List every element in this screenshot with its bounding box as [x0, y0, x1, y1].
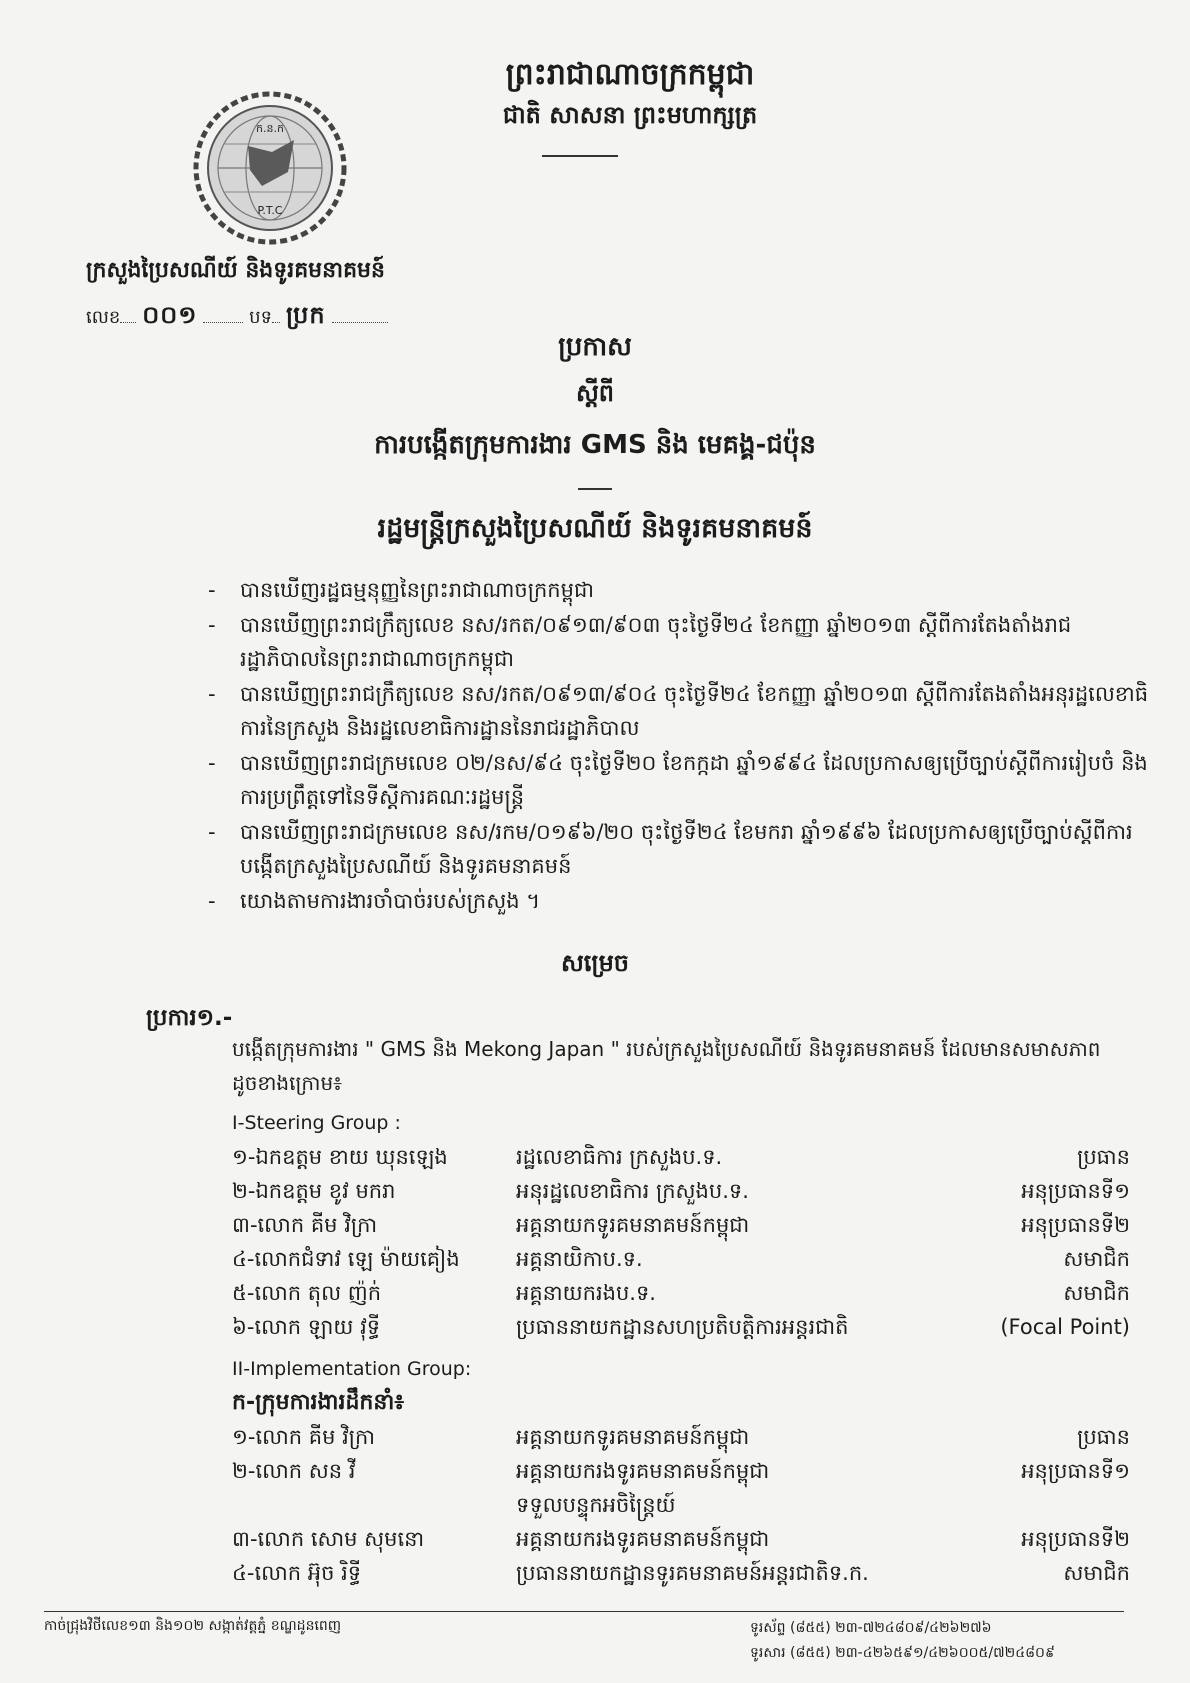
reference-number-value: ០០១: [142, 301, 198, 329]
reference-item: - បានឃើញព្រះរាជក្រឹត្យលេខ នស/រកត/០៩១៣/៩០៤ ចុះថ្ងៃទី២៤ ខែកញ្ញា ឆ្នាំ២០១៣ ស្តីពីការតែងតាំងអនុរដ្ឋលេខាធិការនៃក្រសួង និងរដ្ឋលេខាធិការដ្ឋាននៃរាជរដ្ឋាភិបាល: [208, 677, 1150, 745]
member-name: ១-ឯកឧត្តម ខាយ ឃុនឡេង: [232, 1145, 448, 1169]
reference-item: - បានឃើញព្រះរាជក្រមលេខ ០២/នស/៩៤ ចុះថ្ងៃទី២០ ខែកក្កដា ឆ្នាំ១៩៩៤ ដែលប្រកាសឲ្យប្រើច្បាប់ស្តីពីការរៀបចំ និងការប្រព្រឹត្តទៅនៃទីស្តីការគណៈរដ្ឋមន្ត្រី: [208, 746, 1150, 814]
member-position: ប្រធាននាយកដ្ឋានសហប្រតិបត្តិការអន្តរជាតិ: [516, 1315, 849, 1339]
member-role: អនុប្រធានទី២: [1021, 1213, 1130, 1237]
member-role: អនុប្រធានទី១: [1021, 1179, 1130, 1203]
member-name: ២-ឯកឧត្តម ខូវ មករា: [232, 1179, 396, 1203]
decision-heading: សម្រេច: [560, 949, 630, 977]
footer-phone: ទូរស័ព្ទ (៨៥៥) ២៣-៧២៤៨០៩/៤២៦២៧៦: [750, 1620, 992, 1636]
ministry-name: ក្រសួងប្រៃសណីយ៍ និងទូរគមនាគមន៍: [86, 258, 385, 283]
table-row: [232, 1310, 1130, 1344]
member-role: អនុប្រធានទី២: [1021, 1527, 1130, 1551]
member-name: ៦-លោក ឡាយ វុទ្ធី: [232, 1315, 381, 1339]
member-role: សមាជិក: [1063, 1561, 1130, 1585]
reference-item: - យោងតាមការងារចាំបាច់របស់ក្រសួង ។: [208, 884, 1150, 918]
seal-bottom-text: P.T.C: [257, 204, 283, 217]
table-row: [232, 1174, 1130, 1208]
kingdom-title: ព្រះរាជាណាចក្រកម្ពុជា: [505, 57, 755, 92]
member-role: សមាជិក: [1063, 1281, 1130, 1305]
member-role: អនុប្រធានទី១: [1021, 1459, 1130, 1483]
document-subject: ការបង្កើតក្រុមការងារ GMS និង មេគង្គ-ជប៉ុន: [374, 430, 816, 460]
reference-code-label: បទ: [249, 307, 273, 328]
ministry-seal-icon: [190, 88, 350, 248]
member-role: (Focal Point): [1000, 1315, 1130, 1339]
table-row: [232, 1488, 1130, 1522]
footer-contact: [750, 1616, 1055, 1666]
issuing-minister: រដ្ឋមន្ត្រីក្រសួងប្រៃសណីយ៍ និងទូរគមនាគមន៍: [377, 513, 813, 544]
member-position: ទទួលបន្ទុកអចិន្ត្រៃយ៍: [516, 1493, 676, 1517]
table-row: [232, 1420, 1130, 1454]
member-position: អគ្គនាយករងទូរគមនាគមន៍កម្ពុជា: [516, 1527, 770, 1551]
reference-item: - បានឃើញព្រះរាជក្រមលេខ នស/រកម/០១៩៦/២០ ចុះថ្ងៃទី២៤ ខែមករា ឆ្នាំ១៩៩៦ ដែលប្រកាសឲ្យប្រើច្បាប់ស្តីពីការបង្កើតក្រសួងប្រៃសណីយ៍ និងទូរគមនាគមន៍: [208, 815, 1150, 883]
steering-group-label: I-Steering Group :: [232, 1112, 401, 1134]
member-position: អគ្គនាយកទូរគមនាគមន៍កម្ពុជា: [516, 1213, 750, 1237]
steering-group-table: [232, 1140, 1130, 1344]
reference-code-value: ប្រក: [286, 301, 326, 329]
member-role: [946, 1488, 1130, 1522]
reference-item: - បានឃើញព្រះរាជក្រឹត្យលេខ នស/រកត/០៩១៣/៩០៣ ចុះថ្ងៃទី២៤ ខែកញ្ញា ឆ្នាំ២០១៣ ស្តីពីការតែងតាំងរាជរដ្ឋាភិបាលនៃព្រះរាជាណាចក្រកម្ពុជា: [208, 608, 1150, 676]
member-name: ៣-លោក សោម សុមនោ: [232, 1527, 425, 1551]
member-position: រដ្ឋលេខាធិការ ក្រសួងប.ទ.: [516, 1145, 723, 1169]
table-row: [232, 1522, 1130, 1556]
table-row: [232, 1556, 1130, 1590]
member-position: អគ្គនាយករងទូរគមនាគមន៍កម្ពុជា: [516, 1459, 770, 1483]
lead-group-table: [232, 1420, 1130, 1590]
national-motto: ជាតិ សាសនា ព្រះមហាក្សត្រ: [502, 101, 758, 129]
member-position: ប្រធាននាយកដ្ឋានទូរគមនាគមន៍អន្តរជាតិទ.ក.: [516, 1561, 869, 1585]
member-role: សមាជិក: [1063, 1247, 1130, 1271]
footer-divider: [44, 1611, 1124, 1612]
table-row: [232, 1140, 1130, 1174]
member-name: ៣-លោក គីម វិក្រា: [232, 1213, 378, 1237]
member-role: ប្រធាន: [1077, 1145, 1130, 1169]
document-about: ស្ដីពី: [575, 379, 615, 407]
table-row: [232, 1208, 1130, 1242]
member-position: អគ្គនាយកទូរគមនាគមន៍កម្ពុជា: [516, 1425, 750, 1449]
member-name: ២-លោក សន វី: [232, 1459, 356, 1483]
member-position: អគ្គនាយិកាប.ទ.: [516, 1247, 643, 1271]
member-role: ប្រធាន: [1077, 1425, 1130, 1449]
article-1-text: បង្កើតក្រុមការងារ " GMS និង Mekong Japan " របស់ក្រសួងប្រៃសណីយ៍ និងទូរគមនាគមន៍ ដែលមានសមាសភាព ដូចខាងក្រោម៖: [232, 1037, 1101, 1095]
member-name: ៤-លោក អ៊ុច រិទ្ធី: [232, 1561, 362, 1585]
footer-address: កាច់ជ្រុងវិថីលេខ១៣ និង១០២ សង្កាត់វត្តភ្នំ ខណ្ឌដូនពេញ: [44, 1618, 342, 1634]
table-row: [232, 1454, 1130, 1488]
table-row: [232, 1242, 1130, 1276]
reference-item: - បានឃើញរដ្ឋធម្មនុញ្ញនៃព្រះរាជាណាចក្រកម្ពុជា: [208, 573, 1150, 607]
reference-number-label: លេខ: [86, 307, 121, 328]
member-name: [232, 1488, 516, 1522]
footer-fax: ទូរសារ (៨៥៥) ២៣-៤២៦៥៩១/៤២៦០០៥/៧២៤៨០៩: [750, 1645, 1055, 1661]
seal-top-text: ក.ន.ក: [256, 122, 284, 135]
lead-group-heading: ក-ក្រុមការងារដឹកនាំ៖: [232, 1390, 404, 1415]
implementation-group-label: II-Implementation Group:: [232, 1358, 472, 1380]
legal-references: [208, 573, 1150, 919]
member-name: ៤-លោកជំទាវ ឡេ ម៉ាយគៀង: [232, 1247, 460, 1271]
document-type: ប្រកាស: [558, 332, 632, 362]
member-position: អគ្គនាយករងប.ទ.: [516, 1281, 656, 1305]
table-row: [232, 1276, 1130, 1310]
title-divider: [578, 488, 612, 490]
article-1-body: [232, 1032, 1132, 1590]
header-divider: [542, 155, 618, 157]
member-name: ៥-លោក តុល ញ៉ក់: [232, 1281, 382, 1305]
member-position: អនុរដ្ឋលេខាធិការ ក្រសួងប.ទ.: [516, 1179, 749, 1203]
member-name: ១-លោក គីម វិក្រា: [232, 1425, 376, 1449]
article-1-title: ប្រការ១.-: [146, 1005, 233, 1031]
